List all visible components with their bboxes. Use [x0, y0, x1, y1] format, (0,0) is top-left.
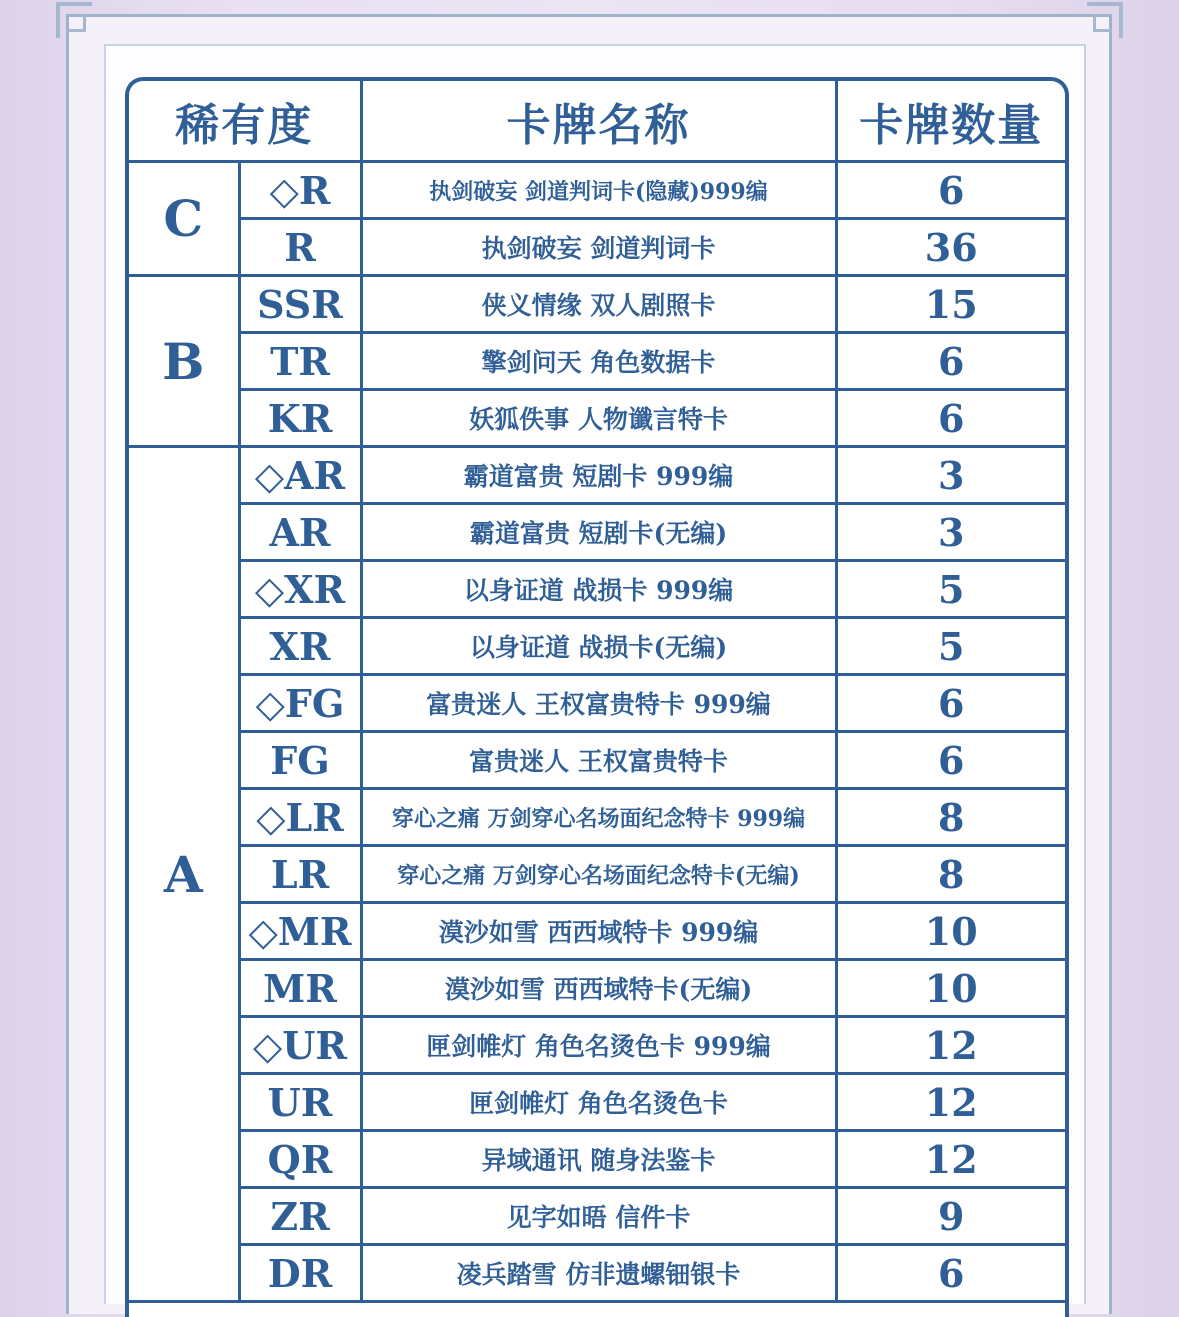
rarity-cell: FG [239, 732, 361, 789]
card-list-table [125, 77, 1069, 1317]
card-count-cell: 12 [836, 1131, 1065, 1188]
table-row [129, 1017, 1065, 1074]
table-header-row [129, 81, 1065, 162]
card-name-cell: 穿心之痛 万剑穿心名场面纪念特卡 999编 [361, 789, 836, 846]
table-row [129, 1245, 1065, 1302]
rarity-cell: AR [239, 504, 361, 561]
card-count-cell: 10 [836, 903, 1065, 960]
table-row [129, 561, 1065, 618]
card-name-cell: 擎剑问天 角色数据卡 [361, 333, 836, 390]
card-count-cell: 6 [836, 732, 1065, 789]
table-row [129, 1188, 1065, 1245]
card-count-cell: 36 [836, 219, 1065, 276]
card-name-cell: 霸道富贵 短剧卡(无编) [361, 504, 836, 561]
rarity-cell: ◇XR [239, 561, 361, 618]
rarity-cell: ◇FG [239, 675, 361, 732]
header-rarity: 稀有度 [129, 81, 361, 162]
table-row [129, 504, 1065, 561]
rarity-cell: ◇LR [239, 789, 361, 846]
card-count-cell: 12 [836, 1017, 1065, 1074]
card-count-cell: 6 [836, 162, 1065, 219]
card-count-cell: 9 [836, 1188, 1065, 1245]
table-row [129, 333, 1065, 390]
table-row [129, 618, 1065, 675]
card-name-cell: 侠义情缘 双人剧照卡 [361, 276, 836, 333]
card-name-cell: 匣剑帷灯 角色名烫色卡 [361, 1074, 836, 1131]
table-row [129, 846, 1065, 903]
card-count-cell: 5 [836, 618, 1065, 675]
grade-cell: C [129, 162, 239, 276]
card-count-cell: 3 [836, 447, 1065, 504]
card-name-cell: 霸道富贵 短剧卡 999编 [361, 447, 836, 504]
card-name-cell: 执剑破妄 剑道判词卡 [361, 219, 836, 276]
table-row [129, 675, 1065, 732]
rarity-cell: ◇AR [239, 447, 361, 504]
rarity-cell: ◇MR [239, 903, 361, 960]
table-row [129, 447, 1065, 504]
frame-corner-ornament [1093, 14, 1111, 32]
card-name-cell: 妖狐佚事 人物谶言特卡 [361, 390, 836, 447]
table-row [129, 789, 1065, 846]
frame-corner-ornament [68, 14, 86, 32]
rarity-cell: ZR [239, 1188, 361, 1245]
card-name-cell: 富贵迷人 王权富贵特卡 [361, 732, 836, 789]
rarity-cell: DR [239, 1245, 361, 1302]
rarity-cell: MR [239, 960, 361, 1017]
table-row [129, 219, 1065, 276]
card-name-cell: 异域通讯 随身法鉴卡 [361, 1131, 836, 1188]
card-name-cell: 漠沙如雪 西西域特卡 999编 [361, 903, 836, 960]
card-count-cell: 12 [836, 1074, 1065, 1131]
table-row [129, 390, 1065, 447]
card-count-cell: 6 [836, 333, 1065, 390]
card-count-cell: 5 [836, 561, 1065, 618]
card-name-cell: 凌兵踏雪 仿非遗螺钿银卡 [361, 1245, 836, 1302]
header-card-name: 卡牌名称 [361, 81, 836, 162]
rarity-cell: SSR [239, 276, 361, 333]
table-row [129, 1131, 1065, 1188]
rarity-cell: UR [239, 1074, 361, 1131]
table-row [129, 903, 1065, 960]
card-name-cell: 漠沙如雪 西西域特卡(无编) [361, 960, 836, 1017]
card-name-cell: 以身证道 战损卡 999编 [361, 561, 836, 618]
card-name-cell: 匣剑帷灯 角色名烫色卡 999编 [361, 1017, 836, 1074]
table-row [129, 276, 1065, 333]
card-name-cell: 富贵迷人 王权富贵特卡 999编 [361, 675, 836, 732]
card-count-cell: 15 [836, 276, 1065, 333]
card-name-cell: 以身证道 战损卡(无编) [361, 618, 836, 675]
card-count-cell: 6 [836, 390, 1065, 447]
grade-cell: B [129, 276, 239, 447]
rarity-cell: R [239, 219, 361, 276]
card-name-cell: 穿心之痛 万剑穿心名场面纪念特卡(无编) [361, 846, 836, 903]
card-name-cell: 执剑破妄 剑道判词卡(隐藏)999编 [361, 162, 836, 219]
rarity-cell: LR [239, 846, 361, 903]
header-card-count: 卡牌数量 [836, 81, 1065, 162]
table-row [129, 1074, 1065, 1131]
rarity-cell: XR [239, 618, 361, 675]
table-row [129, 732, 1065, 789]
card-count-cell: 8 [836, 846, 1065, 903]
card-name-cell: 见字如晤 信件卡 [361, 1188, 836, 1245]
card-count-cell: 8 [836, 789, 1065, 846]
card-count-cell: 10 [836, 960, 1065, 1017]
table-row [129, 960, 1065, 1017]
rarity-cell: TR [239, 333, 361, 390]
grade-cell: A [129, 447, 239, 1302]
rarity-cell: ◇UR [239, 1017, 361, 1074]
card-count-cell: 3 [836, 504, 1065, 561]
card-count-cell: 6 [836, 675, 1065, 732]
rarity-cell: QR [239, 1131, 361, 1188]
rarity-cell: ◇R [239, 162, 361, 219]
card-count-cell: 6 [836, 1245, 1065, 1302]
rarity-cell: KR [239, 390, 361, 447]
table-row [129, 162, 1065, 219]
